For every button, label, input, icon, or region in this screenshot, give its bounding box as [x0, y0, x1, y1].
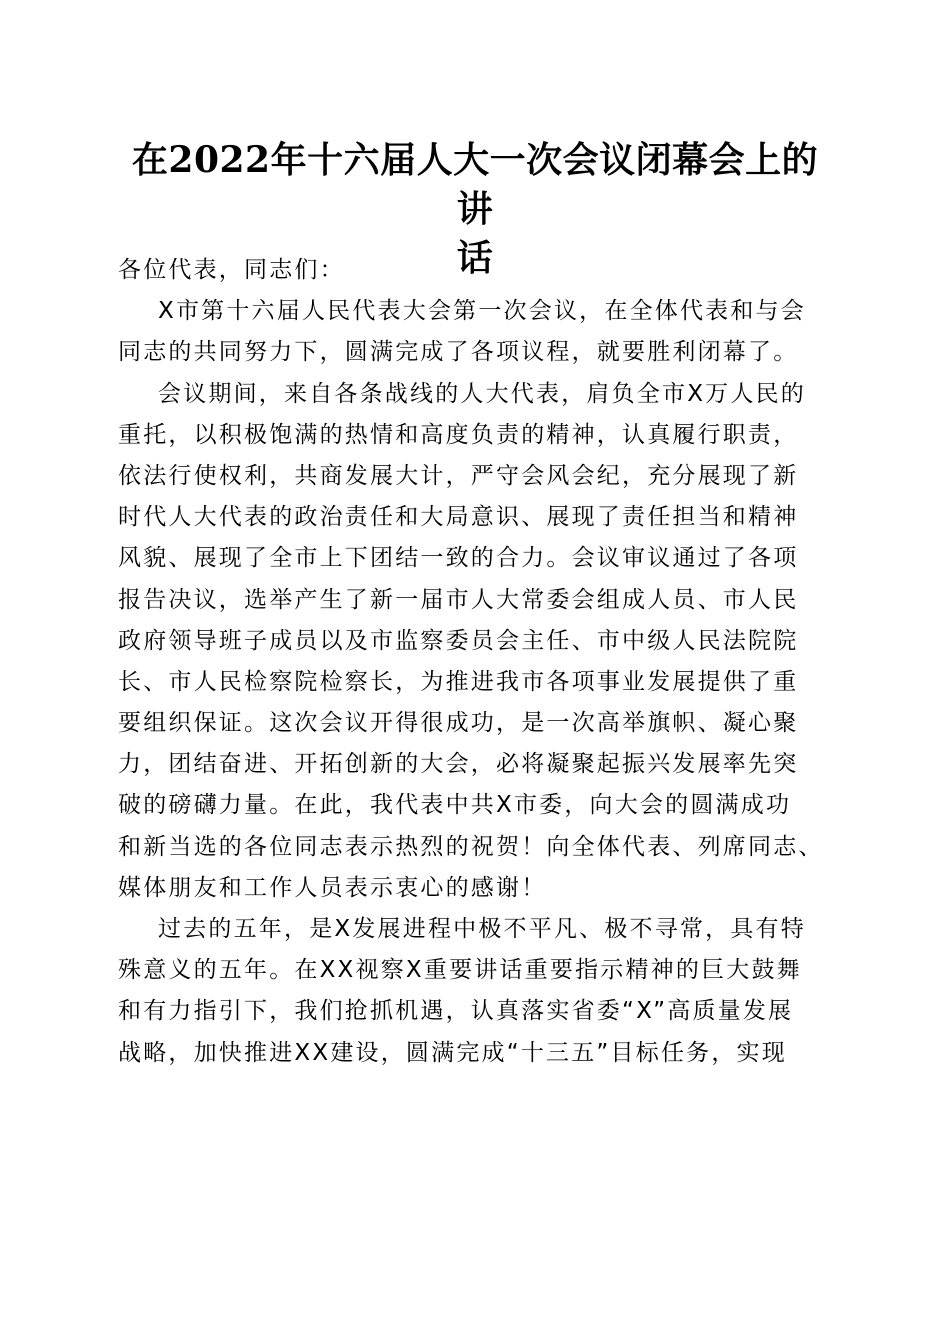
document-body [118, 250, 834, 1074]
paragraph-1-line-2: 同志的共同努力下，圆满完成了各项议程，就要胜利闭幕了。 [118, 339, 799, 366]
paragraph-3-line-1: 过去的五年，是X发展进程中极不平凡、极不寻常，具有特 [158, 916, 806, 942]
paragraph-3-line-4: 战略，加快推进XX建设，圆满完成“十三五”目标任务，实现 [118, 1039, 787, 1066]
salutation-line: 各位代表，同志们： [118, 257, 345, 283]
paragraph-2-line-8: 长、市人民检察院检察长，为推进我市各项事业发展提供了重 [118, 668, 799, 695]
paragraph-2-line-11: 破的磅礴力量。在此，我代表中共X市委，向大会的圆满成功 [118, 792, 792, 819]
title-line-1: 在2022年十六届人大一次会议闭幕会上的讲 [131, 139, 819, 230]
paragraph-2-line-12: 和新当选的各位同志表示热烈的祝贺！向全体代表、列席同志、 [118, 833, 824, 860]
paragraph-2-line-6: 报告决议，选举产生了新一届市人大常委会组成人员、市人民 [118, 586, 799, 613]
paragraph-3-line-3: 和有力指引下，我们抢抓机遇，认真落实省委“X”高质量发展 [118, 998, 794, 1025]
paragraph-2-line-2: 重托，以积极饱满的热情和高度负责的精神，认真履行职责， [118, 421, 799, 448]
paragraph-3-line-2: 殊意义的五年。在XX视察X重要讲话重要指示精神的巨大鼓舞 [118, 957, 802, 984]
paragraph-2-line-7: 政府领导班子成员以及市监察委员会主任、市中级人民法院院 [118, 627, 799, 654]
paragraph-2-line-5: 风貌、展现了全市上下团结一致的合力。会议审议通过了各项 [118, 545, 799, 572]
paragraph-2-line-10: 力，团结奋进、开拓创新的大会，必将凝聚起振兴发展率先突 [118, 751, 799, 778]
paragraph-2-line-4: 时代人大代表的政治责任和大局意识、展现了责任担当和精神 [118, 504, 799, 531]
paragraph-2-line-9: 要组织保证。这次会议开得很成功，是一次高举旗帜、凝心聚 [118, 710, 799, 737]
paragraph-2-line-1: 会议期间，来自各条战线的人大代表，肩负全市X万人民的 [158, 380, 806, 407]
paragraph-2-line-3: 依法行使权利，共商发展大计，严守会风会纪，充分展现了新 [118, 462, 799, 489]
title-line-2: 话 [456, 237, 494, 279]
paragraph-2-line-13: 媒体朋友和工作人员表示衷心的感谢！ [118, 874, 547, 901]
paragraph-1-line-1: X市第十六届人民代表大会第一次会议，在全体代表和与会 [158, 298, 806, 325]
